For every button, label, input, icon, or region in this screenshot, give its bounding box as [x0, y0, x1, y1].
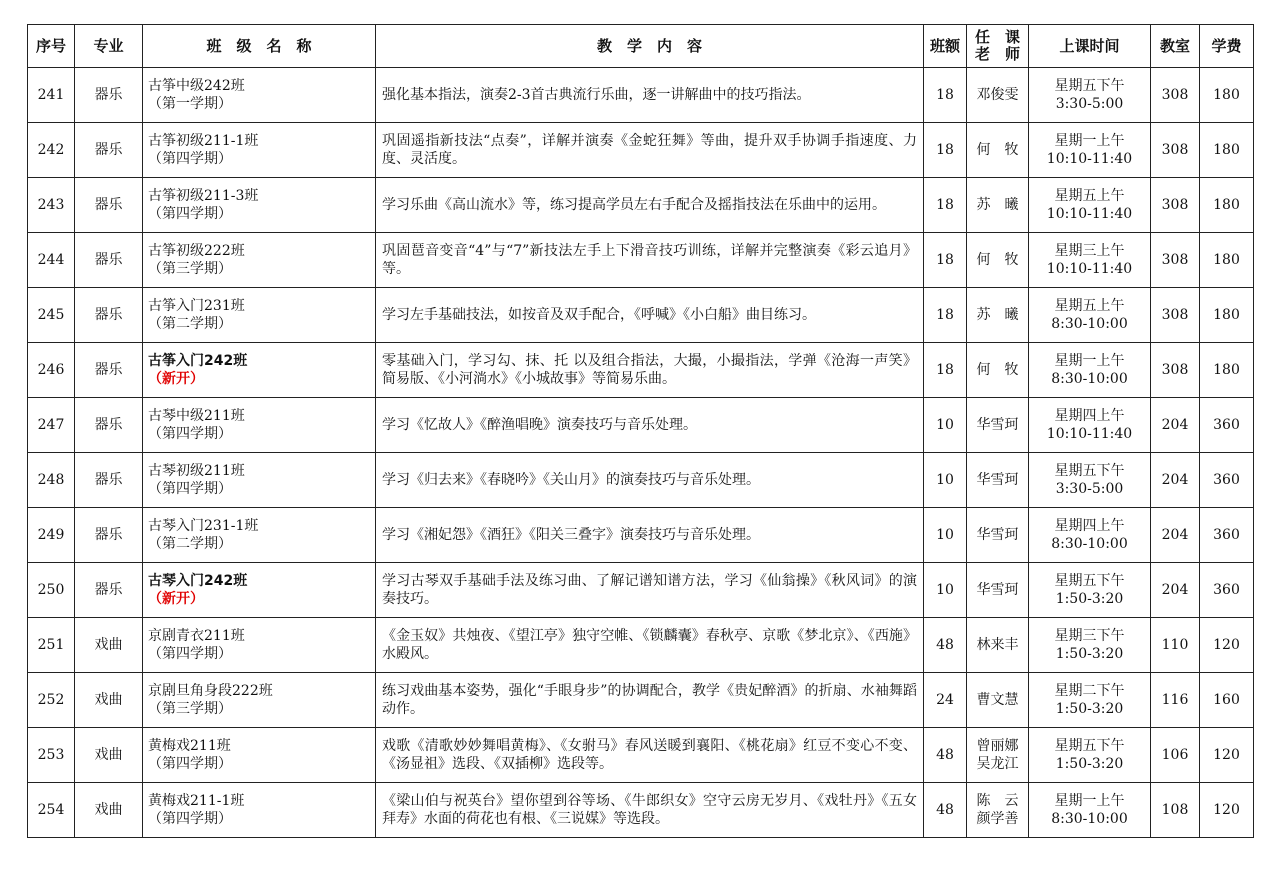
- table-row: [28, 343, 1254, 398]
- row-time: [1029, 728, 1151, 783]
- row-teacher-1: 华雪珂: [976, 527, 1019, 543]
- row-class: [143, 343, 376, 398]
- table-row: [28, 288, 1254, 343]
- row-class-name: 古琴初级211班: [148, 463, 245, 479]
- row-fee: 180: [1200, 178, 1254, 233]
- row-class-term: （第二学期）: [148, 316, 232, 332]
- row-time-hours: 8:30-10:00: [1051, 811, 1128, 827]
- row-quota: 18: [924, 288, 967, 343]
- header-no: 序号: [28, 25, 75, 68]
- row-room: 108: [1151, 783, 1200, 838]
- row-class-term: （第一学期）: [148, 96, 232, 112]
- row-fee: 180: [1200, 233, 1254, 288]
- header-teacher-line2: 老 师: [974, 45, 1020, 63]
- row-time-hours: 8:30-10:00: [1051, 371, 1128, 387]
- row-major: 戏曲: [75, 673, 143, 728]
- row-no: 250: [28, 563, 75, 618]
- row-no: 247: [28, 398, 75, 453]
- row-class: [143, 563, 376, 618]
- row-teacher-1: 曹文慧: [976, 692, 1019, 708]
- row-time: [1029, 233, 1151, 288]
- row-class-name: 京剧青衣211班: [148, 628, 245, 644]
- row-quota: 10: [924, 563, 967, 618]
- row-fee: 180: [1200, 123, 1254, 178]
- row-major: 戏曲: [75, 618, 143, 673]
- row-quota: 10: [924, 508, 967, 563]
- row-class-name: 古筝中级242班: [148, 78, 245, 94]
- row-teacher-1: 林来丰: [976, 637, 1019, 653]
- row-fee: 180: [1200, 343, 1254, 398]
- row-teacher: [967, 343, 1029, 398]
- row-quota: 18: [924, 233, 967, 288]
- row-content: 学习左手基础技法，如按音及双手配合，《呼喊》《小白船》曲目练习。: [376, 288, 924, 343]
- row-teacher-1: 苏 曦: [976, 307, 1019, 323]
- row-time-day: 星期三下午: [1054, 628, 1125, 644]
- row-class: [143, 398, 376, 453]
- row-content: 学习《忆故人》《醉渔唱晚》演奏技巧与音乐处理。: [376, 398, 924, 453]
- table-header: [28, 25, 1254, 68]
- row-class-name: 古琴入门242班: [148, 573, 248, 589]
- row-time-day: 星期五下午: [1054, 78, 1125, 94]
- row-room: 106: [1151, 728, 1200, 783]
- row-teacher: [967, 453, 1029, 508]
- row-quota: 18: [924, 178, 967, 233]
- row-teacher: [967, 508, 1029, 563]
- row-time: [1029, 178, 1151, 233]
- header-class-name: 班 级 名 称: [143, 25, 376, 68]
- row-time: [1029, 453, 1151, 508]
- row-time-hours: 1:50-3:20: [1055, 756, 1124, 772]
- row-no: 248: [28, 453, 75, 508]
- header-content: 教 学 内 容: [376, 25, 924, 68]
- row-teacher-1: 陈 云: [976, 793, 1019, 809]
- row-fee: 180: [1200, 288, 1254, 343]
- row-content: 学习乐曲《高山流水》等，练习提高学员左右手配合及摇指技法在乐曲中的运用。: [376, 178, 924, 233]
- row-room: 308: [1151, 123, 1200, 178]
- row-teacher-1: 华雪珂: [976, 417, 1019, 433]
- row-fee: 360: [1200, 508, 1254, 563]
- header-row: [28, 25, 1254, 68]
- row-teacher: [967, 288, 1029, 343]
- row-class-term: （第三学期）: [148, 701, 232, 717]
- row-quota: 18: [924, 343, 967, 398]
- row-no: 246: [28, 343, 75, 398]
- row-time-hours: 1:50-3:20: [1055, 591, 1124, 607]
- row-teacher-1: 何 牧: [976, 252, 1019, 268]
- row-teacher-1: 曾丽娜: [976, 738, 1019, 754]
- row-major: 器乐: [75, 288, 143, 343]
- row-room: 308: [1151, 178, 1200, 233]
- row-time-day: 星期五上午: [1054, 188, 1125, 204]
- header-time: 上课时间: [1029, 25, 1151, 68]
- row-no: 244: [28, 233, 75, 288]
- header-teacher: [967, 25, 1029, 68]
- header-teacher-line1: 任 课: [974, 28, 1020, 46]
- row-content: 学习《归去来》《春晓吟》《关山月》的演奏技巧与音乐处理。: [376, 453, 924, 508]
- row-time-hours: 10:10-11:40: [1046, 426, 1133, 442]
- row-fee: 120: [1200, 618, 1254, 673]
- row-no: 251: [28, 618, 75, 673]
- row-quota: 48: [924, 783, 967, 838]
- row-no: 242: [28, 123, 75, 178]
- row-teacher: [967, 68, 1029, 123]
- row-class-term: （新开）: [148, 591, 204, 607]
- row-quota: 48: [924, 618, 967, 673]
- row-room: 110: [1151, 618, 1200, 673]
- row-class: [143, 783, 376, 838]
- row-no: 254: [28, 783, 75, 838]
- table-row: [28, 783, 1254, 838]
- row-room: 308: [1151, 288, 1200, 343]
- row-fee: 360: [1200, 563, 1254, 618]
- row-time-hours: 3:30-5:00: [1055, 481, 1124, 497]
- row-class-term: （第四学期）: [148, 811, 232, 827]
- table-row: [28, 728, 1254, 783]
- row-content: 学习古琴双手基础手法及练习曲、了解记谱知谱方法，学习《仙翁操》《秋风词》的演奏技巧。: [376, 563, 924, 618]
- row-class-term: （第四学期）: [148, 206, 232, 222]
- row-major: 器乐: [75, 508, 143, 563]
- row-class: [143, 673, 376, 728]
- row-time-day: 星期五下午: [1054, 573, 1125, 589]
- row-class-name: 古筝初级211-1班: [148, 133, 259, 149]
- row-quota: 10: [924, 398, 967, 453]
- row-room: 308: [1151, 233, 1200, 288]
- row-time: [1029, 343, 1151, 398]
- row-time-day: 星期五下午: [1054, 463, 1125, 479]
- row-time: [1029, 783, 1151, 838]
- row-class: [143, 123, 376, 178]
- row-class: [143, 508, 376, 563]
- row-no: 245: [28, 288, 75, 343]
- row-major: 器乐: [75, 178, 143, 233]
- row-class: [143, 68, 376, 123]
- row-class-term: （第二学期）: [148, 536, 232, 552]
- header-quota: 班额: [924, 25, 967, 68]
- row-no: 252: [28, 673, 75, 728]
- row-teacher-1: 何 牧: [976, 362, 1019, 378]
- row-major: 戏曲: [75, 783, 143, 838]
- row-time: [1029, 618, 1151, 673]
- row-major: 戏曲: [75, 728, 143, 783]
- table-row: [28, 673, 1254, 728]
- row-class-name: 京剧旦角身段222班: [148, 683, 273, 699]
- row-major: 器乐: [75, 563, 143, 618]
- row-teacher: [967, 398, 1029, 453]
- row-time-hours: 8:30-10:00: [1051, 316, 1128, 332]
- row-content: 戏歌《清歌妙妙舞唱黄梅》、《女驸马》春风送暖到襄阳、《桃花扇》红豆不变心不变、《汤显祖》选段、《双插柳》选段等。: [376, 728, 924, 783]
- row-teacher: [967, 563, 1029, 618]
- table-row: [28, 398, 1254, 453]
- table-row: [28, 123, 1254, 178]
- row-content: 零基础入门，学习勾、抹、托 以及组合指法，大撮，小撮指法，学弹《沧海一声笑》简易版、《小河淌水》《小城故事》等简易乐曲。: [376, 343, 924, 398]
- row-room: 204: [1151, 453, 1200, 508]
- row-room: 308: [1151, 343, 1200, 398]
- row-fee: 360: [1200, 453, 1254, 508]
- row-content: 强化基本指法，演奏2-3首古典流行乐曲，逐一讲解曲中的技巧指法。: [376, 68, 924, 123]
- row-content: 巩固遥指新技法“点奏”，详解并演奏《金蛇狂舞》等曲，提升双手协调手指速度、力度、灵活度。: [376, 123, 924, 178]
- row-major: 器乐: [75, 343, 143, 398]
- row-class: [143, 233, 376, 288]
- row-class: [143, 728, 376, 783]
- row-time: [1029, 123, 1151, 178]
- row-time-day: 星期一上午: [1054, 133, 1125, 149]
- header-fee: 学费: [1200, 25, 1254, 68]
- row-time-hours: 1:50-3:20: [1055, 701, 1124, 717]
- row-teacher-1: 何 牧: [976, 142, 1019, 158]
- row-class-term: （新开）: [148, 371, 204, 387]
- row-teacher-1: 华雪珂: [976, 472, 1019, 488]
- row-class-name: 古筝初级211-3班: [148, 188, 259, 204]
- row-fee: 120: [1200, 728, 1254, 783]
- row-major: 器乐: [75, 233, 143, 288]
- row-teacher: [967, 123, 1029, 178]
- table-row: [28, 233, 1254, 288]
- row-time-hours: 1:50-3:20: [1055, 646, 1124, 662]
- row-class-name: 古筝入门231班: [148, 298, 245, 314]
- row-time: [1029, 673, 1151, 728]
- row-class-name: 古筝初级222班: [148, 243, 245, 259]
- table-row: [28, 618, 1254, 673]
- row-content: 练习戏曲基本姿势，强化“手眼身步”的协调配合，教学《贵妃醉酒》的折扇、水袖舞蹈动作。: [376, 673, 924, 728]
- table-row: [28, 453, 1254, 508]
- row-teacher: [967, 783, 1029, 838]
- row-time: [1029, 68, 1151, 123]
- row-quota: 10: [924, 453, 967, 508]
- table-row: [28, 178, 1254, 233]
- row-no: 249: [28, 508, 75, 563]
- row-class-term: （第三学期）: [148, 261, 232, 277]
- row-room: 204: [1151, 563, 1200, 618]
- row-teacher: [967, 233, 1029, 288]
- row-class-name: 黄梅戏211班: [148, 738, 231, 754]
- row-time-hours: 10:10-11:40: [1046, 261, 1133, 277]
- row-teacher: [967, 178, 1029, 233]
- row-quota: 24: [924, 673, 967, 728]
- row-time-day: 星期四上午: [1054, 518, 1125, 534]
- row-class: [143, 178, 376, 233]
- row-room: 204: [1151, 398, 1200, 453]
- row-class-term: （第四学期）: [148, 756, 232, 772]
- table-row: [28, 508, 1254, 563]
- row-time: [1029, 563, 1151, 618]
- row-fee: 160: [1200, 673, 1254, 728]
- header-room: 教室: [1151, 25, 1200, 68]
- row-content: 学习《湘妃怨》《酒狂》《阳关三叠字》演奏技巧与音乐处理。: [376, 508, 924, 563]
- row-teacher-1: 邓俊雯: [976, 87, 1019, 103]
- row-fee: 120: [1200, 783, 1254, 838]
- row-class-term: （第四学期）: [148, 426, 232, 442]
- row-time-hours: 10:10-11:40: [1046, 151, 1133, 167]
- table-row: [28, 563, 1254, 618]
- row-fee: 360: [1200, 398, 1254, 453]
- row-time: [1029, 508, 1151, 563]
- row-teacher-2: 吴龙江: [976, 756, 1019, 772]
- row-room: 308: [1151, 68, 1200, 123]
- row-teacher: [967, 728, 1029, 783]
- row-content: 《梁山伯与祝英台》望你望到谷等场、《牛郎织女》空守云房无岁月、《戏牡丹》《五女拜寿》水面的荷花也有根、《三说媒》等选段。: [376, 783, 924, 838]
- row-major: 器乐: [75, 453, 143, 508]
- row-no: 241: [28, 68, 75, 123]
- row-quota: 48: [924, 728, 967, 783]
- row-major: 器乐: [75, 123, 143, 178]
- row-time-day: 星期一上午: [1054, 353, 1125, 369]
- row-time-day: 星期三上午: [1054, 243, 1125, 259]
- row-no: 243: [28, 178, 75, 233]
- row-fee: 180: [1200, 68, 1254, 123]
- row-class-term: （第四学期）: [148, 481, 232, 497]
- row-time-day: 星期五上午: [1054, 298, 1125, 314]
- row-major: 器乐: [75, 68, 143, 123]
- row-time-day: 星期五下午: [1054, 738, 1125, 754]
- row-teacher-1: 华雪珂: [976, 582, 1019, 598]
- row-class-name: 古筝入门242班: [148, 353, 248, 369]
- row-time-hours: 10:10-11:40: [1046, 206, 1133, 222]
- row-room: 204: [1151, 508, 1200, 563]
- table-body: [28, 68, 1254, 838]
- row-class-term: （第四学期）: [148, 646, 232, 662]
- row-teacher-2: 颜学善: [976, 811, 1019, 827]
- row-time-day: 星期一上午: [1054, 793, 1125, 809]
- row-room: 116: [1151, 673, 1200, 728]
- row-class-term: （第四学期）: [148, 151, 232, 167]
- row-content: 巩固琶音变音“4”与“7”新技法左手上下滑音技巧训练，详解并完整演奏《彩云追月》等。: [376, 233, 924, 288]
- row-class-name: 黄梅戏211-1班: [148, 793, 245, 809]
- row-class: [143, 453, 376, 508]
- row-time: [1029, 398, 1151, 453]
- row-time-day: 星期四上午: [1054, 408, 1125, 424]
- row-time-day: 星期二下午: [1054, 683, 1125, 699]
- row-time-hours: 8:30-10:00: [1051, 536, 1128, 552]
- row-time: [1029, 288, 1151, 343]
- row-major: 器乐: [75, 398, 143, 453]
- row-class-name: 古琴入门231-1班: [148, 518, 259, 534]
- row-quota: 18: [924, 123, 967, 178]
- row-teacher: [967, 673, 1029, 728]
- row-class: [143, 288, 376, 343]
- row-time-hours: 3:30-5:00: [1055, 96, 1124, 112]
- row-no: 253: [28, 728, 75, 783]
- header-major: 专业: [75, 25, 143, 68]
- row-class: [143, 618, 376, 673]
- table-row: [28, 68, 1254, 123]
- row-class-name: 古琴中级211班: [148, 408, 245, 424]
- row-quota: 18: [924, 68, 967, 123]
- course-schedule-table: [27, 24, 1254, 838]
- row-teacher: [967, 618, 1029, 673]
- row-content: 《金玉奴》共烛夜、《望江亭》独守空帷、《锁麟囊》春秋亭、京歌《梦北京》、《西施》水殿风。: [376, 618, 924, 673]
- row-teacher-1: 苏 曦: [976, 197, 1019, 213]
